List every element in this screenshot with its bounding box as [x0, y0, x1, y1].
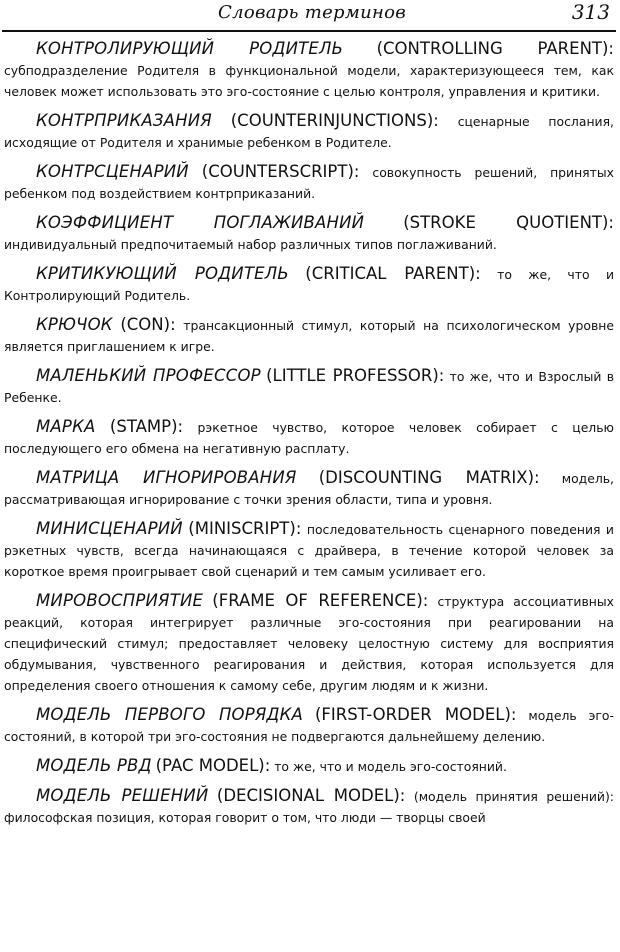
entry-definition: модель, рассматривающая игнорирование с точки зрения области, типа и уровня. [4, 471, 614, 507]
entry-english: (CRITICAL PARENT): [305, 264, 481, 283]
entry-english: (STROKE QUOTIENT): [403, 213, 614, 232]
entry-term: МОДЕЛЬ ПЕРВОГО ПОРЯДКА [36, 705, 304, 724]
entry-english: (DISCOUNTING MATRIX): [318, 468, 540, 487]
entry-english: (CON): [120, 315, 176, 334]
entry-definition: (модель принятия решений): философская позиция, которая говорит о том, что люди — творцы своей [4, 789, 614, 825]
glossary-entry [4, 518, 614, 582]
glossary-entry [4, 161, 614, 204]
entry-definition: последовательность сценарного поведения и рэкетных чувств, всегда начинающаяся с драйвера, в течение которой человек за короткое время проигрывает свой сценарий и тем самым усиливает его. [4, 522, 614, 579]
entry-definition: субподразделение Родителя в функциональной модели, характеризующееся тем, как человек может использовать это эго-состояние с целью контроля, управления и критики. [4, 63, 614, 99]
entry-term: КОНТРОЛИРУЮЩИЙ РОДИТЕЛЬ [36, 39, 344, 58]
entry-definition: модель эго-состояний, в которой три эго-состояния не подвергаются дальнейшему делению. [4, 708, 614, 744]
glossary-entry [4, 755, 614, 777]
entry-english: (COUNTERSCRIPT): [201, 162, 360, 181]
entry-definition: совокупность решений, принятых ребенком под воздействием контрприказаний. [4, 165, 614, 201]
header-rule [2, 30, 616, 32]
entry-term: МИРОВОСПРИЯТИЕ [36, 591, 204, 610]
entry-term: КОЭФФИЦИЕНТ ПОГЛАЖИВАНИЙ [36, 213, 365, 232]
entry-term: КРЮЧОК [36, 315, 113, 334]
glossary-entry [4, 785, 614, 828]
entry-term: МАТРИЦА ИГНОРИРОВАНИЯ [36, 468, 297, 487]
glossary-entries [4, 38, 614, 836]
entry-definition: сценарные послания, исходящие от Родителя и хранимые ребенком в Родителе. [4, 114, 614, 150]
glossary-entry [4, 467, 614, 510]
glossary-entry [4, 314, 614, 357]
entry-english: (DECISIONAL MODEL): [216, 786, 406, 805]
entry-definition: то же, что и Взрослый в Ребенке. [4, 369, 614, 405]
entry-term: МОДЕЛЬ РВД [36, 756, 152, 775]
entry-english: (CONTROLLING PARENT): [376, 39, 614, 58]
glossary-entry [4, 212, 614, 255]
glossary-entry [4, 590, 614, 696]
glossary-entry [4, 263, 614, 306]
entry-english: (FRAME OF REFERENCE): [212, 591, 429, 610]
glossary-entry [4, 416, 614, 459]
entry-definition: индивидуальный предпочитаемый набор различных типов поглаживаний. [4, 237, 497, 252]
glossary-entry [4, 38, 614, 102]
entry-term: КРИТИКУЮЩИЙ РОДИТЕЛЬ [36, 264, 289, 283]
entry-english: (MINISCRIPT): [188, 519, 302, 538]
entry-term: МИНИСЦЕНАРИЙ [36, 519, 183, 538]
entry-definition: структура ассоциативных реакций, которая интегрирует различные эго-состояния при реагировании на специфический стимул; предоставляет человеку целостную систему для восприятия обдумывания, чувственного реагирования и действия, которая используется для определения своего отношения к самому себе, другим людям и к жизни. [4, 594, 614, 693]
entry-english: (COUNTERINJUNCTIONS): [230, 111, 439, 130]
entry-definition: то же, что и Контролирующий Родитель. [4, 267, 614, 303]
glossary-entry [4, 365, 614, 408]
page-header [0, 0, 620, 34]
entry-definition: рэкетное чувство, которое человек собирает с целью последующего его обмена на негативную расплату. [4, 420, 614, 456]
running-title: Словарь терминов [218, 2, 407, 23]
entry-definition: трансакционный стимул, который на психологическом уровне является приглашением к игре. [4, 318, 614, 354]
entry-term: КОНТРСЦЕНАРИЙ [36, 162, 189, 181]
entry-term: МОДЕЛЬ РЕШЕНИЙ [36, 786, 209, 805]
entry-term: МАРКА [36, 417, 96, 436]
glossary-entry [4, 110, 614, 153]
glossary-entry [4, 704, 614, 747]
entry-english: (PAC MODEL): [155, 756, 271, 775]
entry-english: (STAMP): [109, 417, 184, 436]
entry-term: КОНТРПРИКАЗАНИЯ [36, 111, 212, 130]
entry-english: (FIRST-ORDER MODEL): [314, 705, 517, 724]
entry-english: (LITTLE PROFESSOR): [266, 366, 445, 385]
page-number: 313 [571, 0, 610, 24]
entry-definition: то же, что и модель эго-состояний. [274, 759, 507, 774]
entry-term: МАЛЕНЬКИЙ ПРОФЕССОР [36, 366, 261, 385]
